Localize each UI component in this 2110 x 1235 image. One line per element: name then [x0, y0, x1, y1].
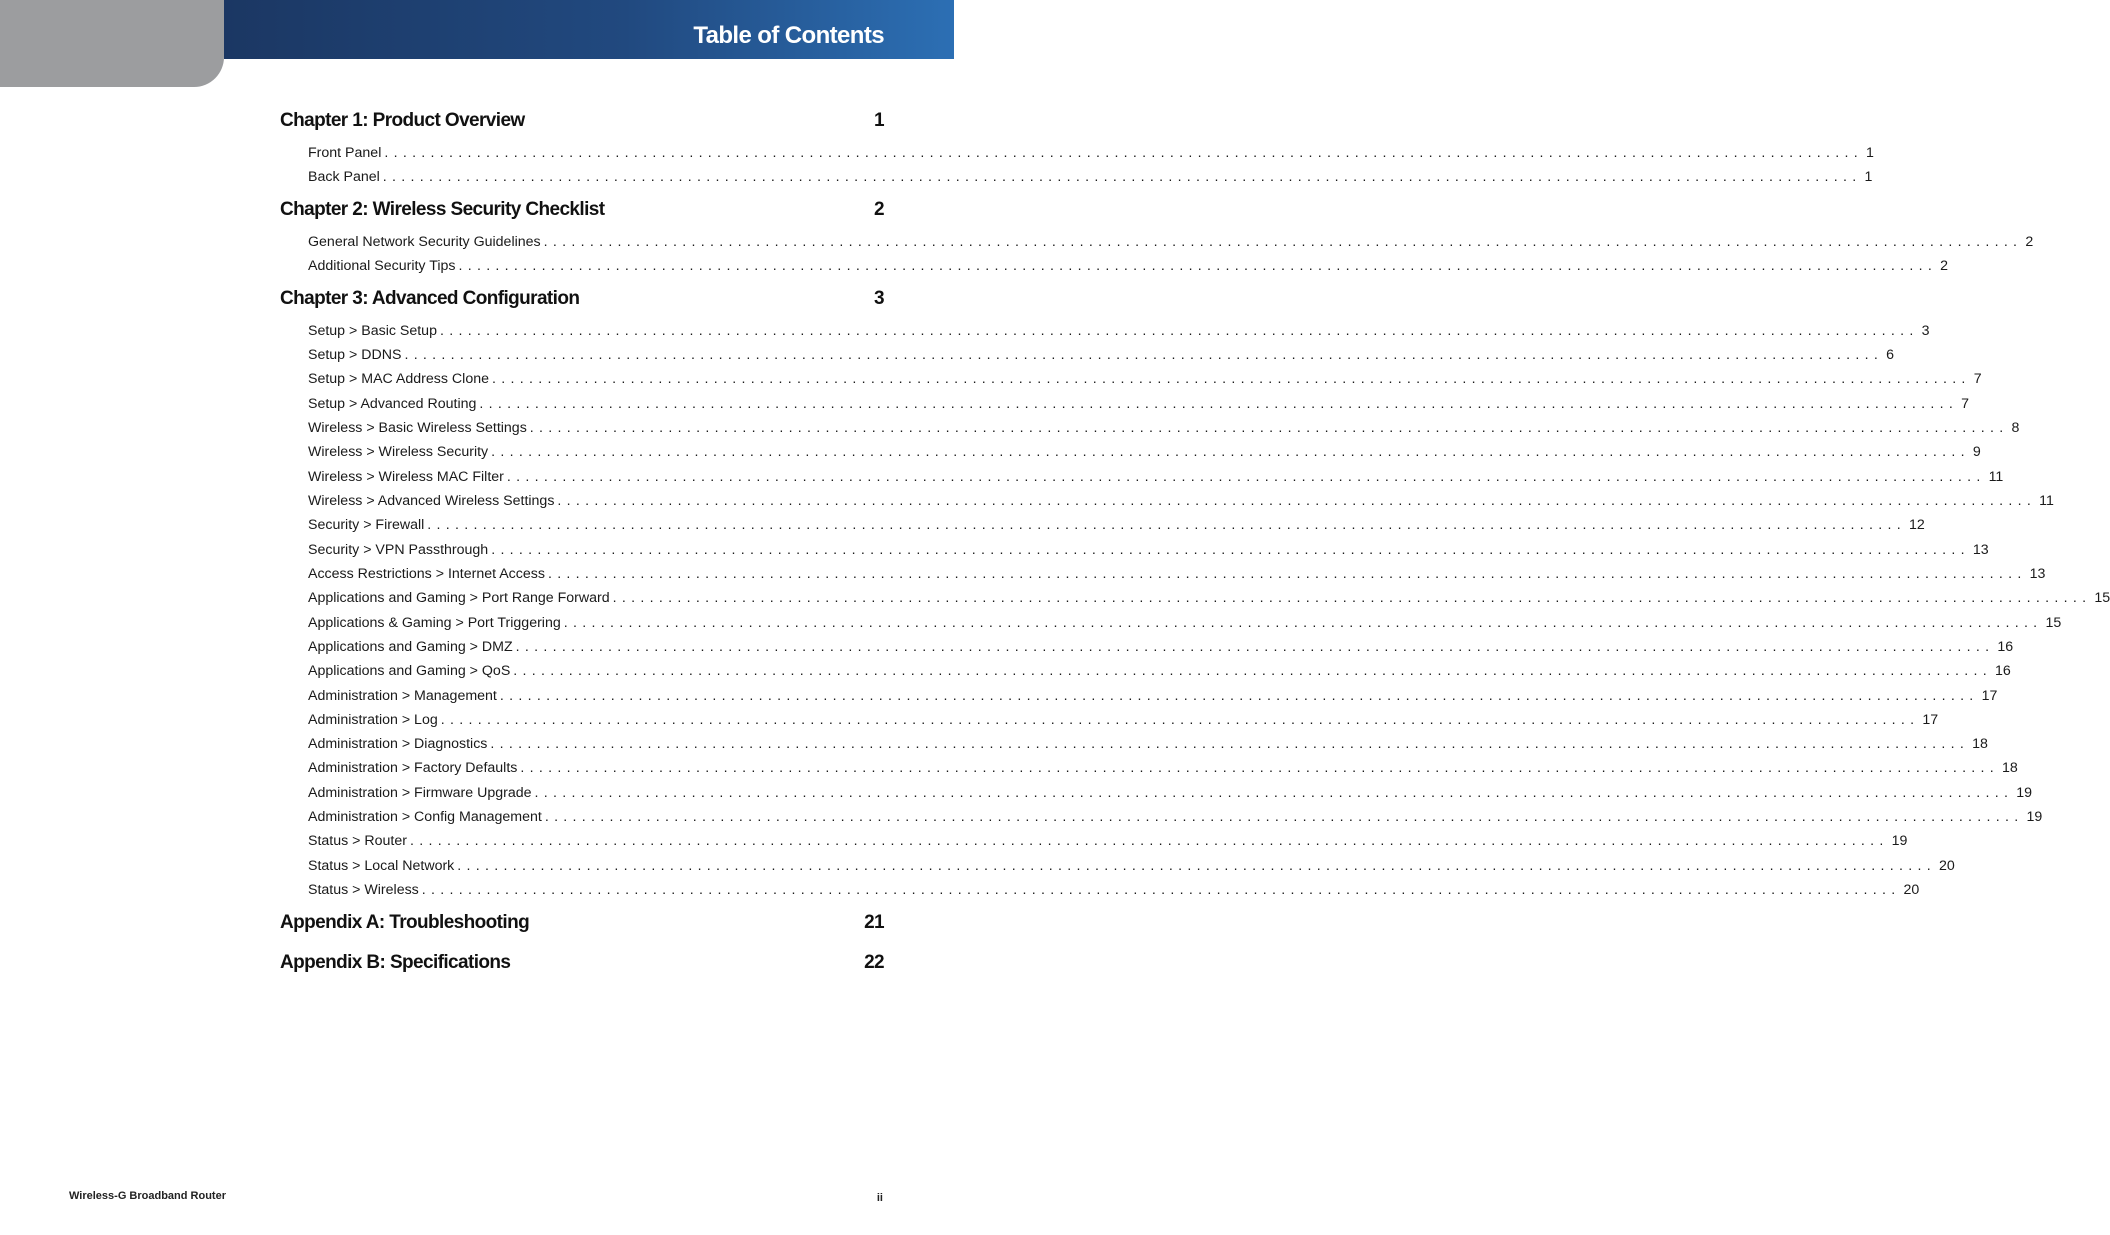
chapter-title: Chapter 1: Product Overview [280, 110, 525, 131]
entry-page: 19 [2026, 809, 2043, 825]
entry-page: 13 [1972, 542, 1989, 558]
entry-page: 19 [2016, 785, 2033, 801]
entry-label: Access Restrictions > Internet Access [308, 566, 545, 582]
entry-label: Administration > Log [308, 712, 438, 728]
entry-label: Wireless > Basic Wireless Settings [308, 420, 527, 436]
toc-entry[interactable] [308, 758, 2018, 778]
chapter-1-heading[interactable] [280, 108, 884, 134]
entry-label: Wireless > Wireless Security [308, 444, 489, 460]
entry-page: 9 [1972, 444, 1981, 460]
entry-page: 15 [2045, 615, 2062, 631]
entry-page: 7 [1973, 371, 1982, 387]
dot-leader: ................................................................................................................................................................ [563, 615, 2043, 631]
dot-leader: ................................................................................................................................................................ [404, 347, 1884, 363]
entry-label: Security > VPN Passthrough [308, 542, 489, 558]
entry-page: 13 [2029, 566, 2046, 582]
appendix-a-heading[interactable] [280, 910, 884, 936]
chapter-title: Appendix A: Troubleshooting [280, 912, 530, 933]
chapter-title: Chapter 2: Wireless Security Checklist [280, 199, 605, 220]
entry-page: 17 [1922, 712, 1939, 728]
dot-leader: ................................................................................................................................................................ [506, 469, 1986, 485]
dot-leader: ................................................................................................................................................................ [612, 590, 2092, 606]
appendix-b-heading[interactable] [280, 950, 884, 976]
toc-entry[interactable] [308, 540, 1989, 560]
entry-page: 11 [1988, 469, 2004, 485]
toc-entry[interactable] [308, 856, 1955, 876]
entry-label: Administration > Factory Defaults [308, 760, 518, 776]
entry-label: General Network Security Guidelines [308, 234, 541, 250]
entry-label: Administration > Diagnostics [308, 736, 488, 752]
entry-page: 8 [2011, 420, 2020, 436]
dot-leader: ................................................................................................................................................................ [547, 566, 2027, 582]
entry-page: 12 [1908, 517, 1925, 533]
entry-label: Status > Local Network [308, 858, 455, 874]
entry-page: 20 [1938, 858, 1955, 874]
chapter-2-heading[interactable] [280, 197, 884, 223]
page-title: Table of Contents [693, 22, 884, 49]
toc-entry[interactable] [308, 613, 2062, 633]
entry-page: 2 [1940, 258, 1949, 274]
dot-leader: ................................................................................................................................................................ [458, 258, 1938, 274]
entry-page: 15 [2094, 590, 2110, 606]
entry-label: Applications & Gaming > Port Triggering [308, 615, 561, 631]
chapter-page: 21 [864, 912, 884, 933]
dot-leader: ................................................................................................................................................................ [427, 517, 1906, 533]
entry-label: Applications and Gaming > Port Range Forward [308, 590, 610, 606]
dot-leader: ................................................................................................................................................................ [491, 542, 1970, 558]
toc-entry[interactable] [308, 783, 2033, 803]
entry-page: 20 [1903, 882, 1920, 898]
entry-label: Administration > Config Management [308, 809, 542, 825]
entry-label: Setup > Advanced Routing [308, 396, 477, 412]
entry-label: Applications and Gaming > QoS [308, 663, 511, 679]
toc-entry[interactable] [308, 467, 2004, 487]
corner-tab [0, 0, 224, 87]
toc-entry[interactable] [308, 880, 1920, 900]
chapter-title: Appendix B: Specifications [280, 952, 511, 973]
dot-leader: ................................................................................................................................................................ [439, 323, 1919, 339]
toc-entry[interactable] [308, 588, 2110, 608]
entry-page: 18 [1972, 736, 1988, 752]
entry-label: Setup > Basic Setup [308, 323, 437, 339]
dot-leader: ................................................................................................................................................................ [440, 712, 1920, 728]
entry-label: Back Panel [308, 169, 380, 185]
dot-leader: ................................................................................................................................................................ [490, 736, 1970, 752]
dot-leader: ................................................................................................................................................................ [513, 663, 1992, 679]
toc-entry[interactable] [308, 661, 2011, 681]
dot-leader: ................................................................................................................................................................ [457, 858, 1936, 874]
entry-label: Administration > Firmware Upgrade [308, 785, 532, 801]
entry-label: Administration > Management [308, 688, 497, 704]
dot-leader: ................................................................................................................................................................ [543, 234, 2023, 250]
dot-leader: ................................................................................................................................................................ [479, 396, 1959, 412]
dot-leader: ................................................................................................................................................................ [409, 833, 1889, 849]
toc-entry[interactable] [308, 232, 2034, 252]
entry-page: 16 [1994, 663, 2011, 679]
toc-entry[interactable] [308, 710, 1939, 730]
dot-leader: ................................................................................................................................................................ [384, 145, 1864, 161]
dot-leader: ................................................................................................................................................................ [421, 882, 1901, 898]
toc-entry[interactable] [308, 256, 1949, 276]
entry-page: 11 [2039, 493, 2054, 509]
entry-page: 6 [1886, 347, 1895, 363]
entry-label: Applications and Gaming > DMZ [308, 639, 513, 655]
entry-label: Status > Router [308, 833, 407, 849]
toc-entry[interactable] [308, 394, 1969, 414]
toc-entry[interactable] [308, 167, 1873, 187]
entry-label: Status > Wireless [308, 882, 419, 898]
toc-entry[interactable] [308, 345, 1895, 365]
footer-product-name: Wireless-G Broadband Router [69, 1190, 226, 1202]
dot-leader: ................................................................................................................................................................ [557, 493, 2037, 509]
toc-entry[interactable] [308, 734, 1988, 754]
toc-entry[interactable] [308, 491, 2054, 511]
toc-entry[interactable] [308, 807, 2043, 827]
dot-leader: ................................................................................................................................................................ [499, 688, 1979, 704]
entry-page: 1 [1866, 145, 1874, 161]
chapter-3-heading[interactable] [280, 286, 884, 312]
entry-page: 18 [2002, 760, 2018, 776]
entry-label: Setup > DDNS [308, 347, 402, 363]
entry-label: Additional Security Tips [308, 258, 456, 274]
dot-leader: ................................................................................................................................................................ [491, 444, 1970, 460]
entry-label: Setup > MAC Address Clone [308, 371, 489, 387]
dot-leader: ................................................................................................................................................................ [515, 639, 1995, 655]
entry-label: Wireless > Wireless MAC Filter [308, 469, 504, 485]
toc-entry[interactable] [308, 442, 1981, 462]
dot-leader: ................................................................................................................................................................ [534, 785, 2014, 801]
toc-entry[interactable] [308, 637, 2014, 657]
entry-page: 7 [1961, 396, 1969, 412]
toc-entry[interactable] [308, 143, 1874, 163]
toc-entry[interactable] [308, 686, 1998, 706]
chapter-page: 22 [864, 952, 884, 973]
dot-leader: ................................................................................................................................................................ [382, 169, 1862, 185]
entry-label: Wireless > Advanced Wireless Settings [308, 493, 555, 509]
entry-page: 16 [1997, 639, 2014, 655]
entry-page: 19 [1891, 833, 1908, 849]
entry-label: Security > Firewall [308, 517, 425, 533]
entry-page: 2 [2025, 234, 2034, 250]
toc-entry[interactable] [308, 369, 1982, 389]
entry-page: 17 [1981, 688, 1998, 704]
toc-entry[interactable] [308, 515, 1925, 535]
entry-label: Front Panel [308, 145, 382, 161]
dot-leader: ................................................................................................................................................................ [520, 760, 2000, 776]
dot-leader: ................................................................................................................................................................ [492, 371, 1971, 387]
chapter-page: 2 [874, 199, 884, 220]
toc-entry[interactable] [308, 321, 1930, 341]
chapter-page: 3 [874, 288, 884, 309]
dot-leader: ................................................................................................................................................................ [529, 420, 2009, 436]
toc-entry[interactable] [308, 564, 2046, 584]
chapter-page: 1 [874, 110, 884, 131]
chapter-title: Chapter 3: Advanced Configuration [280, 288, 580, 309]
entry-page: 3 [1921, 323, 1930, 339]
toc-entry[interactable] [308, 831, 1908, 851]
entry-page: 1 [1864, 169, 1873, 185]
toc-entry[interactable] [308, 418, 2020, 438]
footer-page-number: ii [876, 1192, 883, 1204]
dot-leader: ................................................................................................................................................................ [544, 809, 2024, 825]
